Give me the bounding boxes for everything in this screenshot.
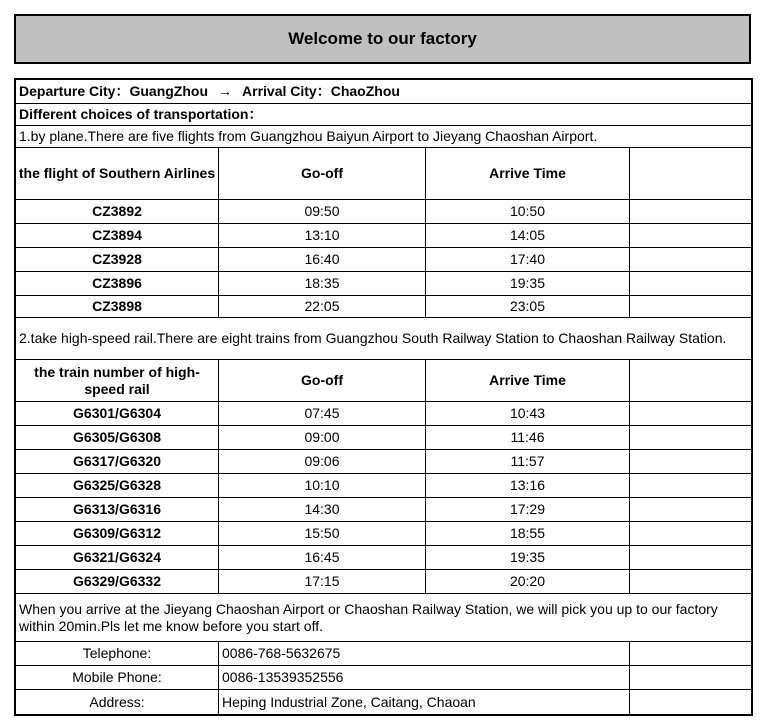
arrive-cell: 19:35 [426,272,630,295]
go-off-cell: 14:30 [219,498,426,521]
id-cell: G6321/G6324 [16,546,219,569]
blank-cell [630,546,751,569]
route-cell [16,80,751,103]
go-off-cell: 22:05 [219,296,426,317]
arrive-cell: 14:05 [426,224,630,247]
go-off-cell: 09:50 [219,200,426,223]
arrive-cell: 17:40 [426,248,630,271]
blank-cell [630,450,751,473]
flight-row [16,200,751,224]
id-cell: G6329/G6332 [16,570,219,593]
arrow-right-icon: → [218,83,233,99]
train-row [16,402,751,426]
id-cell: CZ3898 [16,296,219,317]
arrive-cell: 23:05 [426,296,630,317]
id-cell: G6305/G6308 [16,426,219,449]
blank-cell [630,402,751,425]
arrival-label: Arrival City： [242,83,331,99]
go-off-cell: 09:00 [219,426,426,449]
train-row [16,522,751,546]
rail-intro-row [16,318,751,360]
go-off-cell: 16:45 [219,546,426,569]
pickup-note-row [16,594,751,642]
blank-cell [630,272,751,295]
go-off-cell: 07:45 [219,402,426,425]
blank-cell [630,224,751,247]
go-off-cell: 09:06 [219,450,426,473]
go-off-cell: 10:10 [219,474,426,497]
pickup-note: When you arrive at the Jieyang Chaoshan Airport or Chaoshan Railway Station, we will pick you up to our factory within 20min.Pls let me know before you start off. [19,600,718,634]
train-header-row [16,360,751,402]
id-cell: CZ3894 [16,224,219,247]
plane-intro-row [16,126,751,148]
blank-cell [630,360,751,401]
id-cell: G6313/G6316 [16,498,219,521]
choices-heading: Different choices of transportation： [19,106,263,122]
train-header-id: the train number of high-speed rail [16,360,219,401]
contact-label: Mobile Phone: [16,666,219,689]
blank-cell [630,474,751,497]
contact-row [16,642,751,666]
train-row [16,450,751,474]
go-off-cell: 16:40 [219,248,426,271]
blank-cell [630,248,751,271]
blank-cell [630,426,751,449]
route-row [16,80,751,104]
arrive-cell: 20:20 [426,570,630,593]
arrive-cell: 13:16 [426,474,630,497]
contact-value: 0086-768-5632675 [219,642,630,665]
contact-row [16,666,751,690]
blank-cell [630,498,751,521]
departure-city: GuangZhou [129,83,209,99]
page-title-banner [14,14,751,64]
arrive-cell: 11:46 [426,426,630,449]
id-cell: CZ3896 [16,272,219,295]
flight-row [16,272,751,296]
id-cell: G6301/G6304 [16,402,219,425]
flight-header-arrive: Arrive Time [426,148,630,199]
plane-intro: 1.by plane.There are five flights from Guangzhou Baiyun Airport to Jieyang Chaoshan Airport. [19,128,598,144]
train-row [16,474,751,498]
flight-header-go-off: Go-off [219,148,426,199]
flight-row [16,224,751,248]
blank-cell [630,570,751,593]
contact-label: Telephone: [16,642,219,665]
go-off-cell: 13:10 [219,224,426,247]
id-cell: G6317/G6320 [16,450,219,473]
go-off-cell: 15:50 [219,522,426,545]
flight-header-id: the flight of Southern Airlines [16,148,219,199]
arrive-cell: 10:50 [426,200,630,223]
transport-sheet [14,78,753,716]
train-header-arrive: Arrive Time [426,360,630,401]
id-cell: G6325/G6328 [16,474,219,497]
blank-cell [630,642,751,665]
id-cell: CZ3928 [16,248,219,271]
blank-cell [630,200,751,223]
go-off-cell: 18:35 [219,272,426,295]
blank-cell [630,296,751,317]
train-row [16,426,751,450]
arrive-cell: 10:43 [426,402,630,425]
flight-row [16,248,751,272]
rail-intro: 2.take high-speed rail.There are eight trains from Guangzhou South Railway Station to Chaoshan Railway Station. [19,330,727,346]
contact-label: Address: [16,690,219,714]
blank-cell [630,522,751,545]
arrive-cell: 17:29 [426,498,630,521]
arrive-cell: 11:57 [426,450,630,473]
contact-row [16,690,751,714]
departure-label: Departure City： [19,83,130,99]
blank-cell [630,148,751,199]
page-title: Welcome to our factory [288,29,477,48]
contact-value: Heping Industrial Zone, Caitang, Chaoan [219,690,630,714]
contact-value: 0086-13539352556 [219,666,630,689]
arrive-cell: 18:55 [426,522,630,545]
go-off-cell: 17:15 [219,570,426,593]
train-header-go-off: Go-off [219,360,426,401]
id-cell: G6309/G6312 [16,522,219,545]
arrival-city: ChaoZhou [330,83,400,99]
arrive-cell: 19:35 [426,546,630,569]
blank-cell [630,666,751,689]
flight-row [16,296,751,318]
blank-cell [630,690,751,714]
flight-header-row [16,148,751,200]
id-cell: CZ3892 [16,200,219,223]
train-row [16,546,751,570]
train-row [16,570,751,594]
choices-heading-row [16,104,751,126]
train-row [16,498,751,522]
